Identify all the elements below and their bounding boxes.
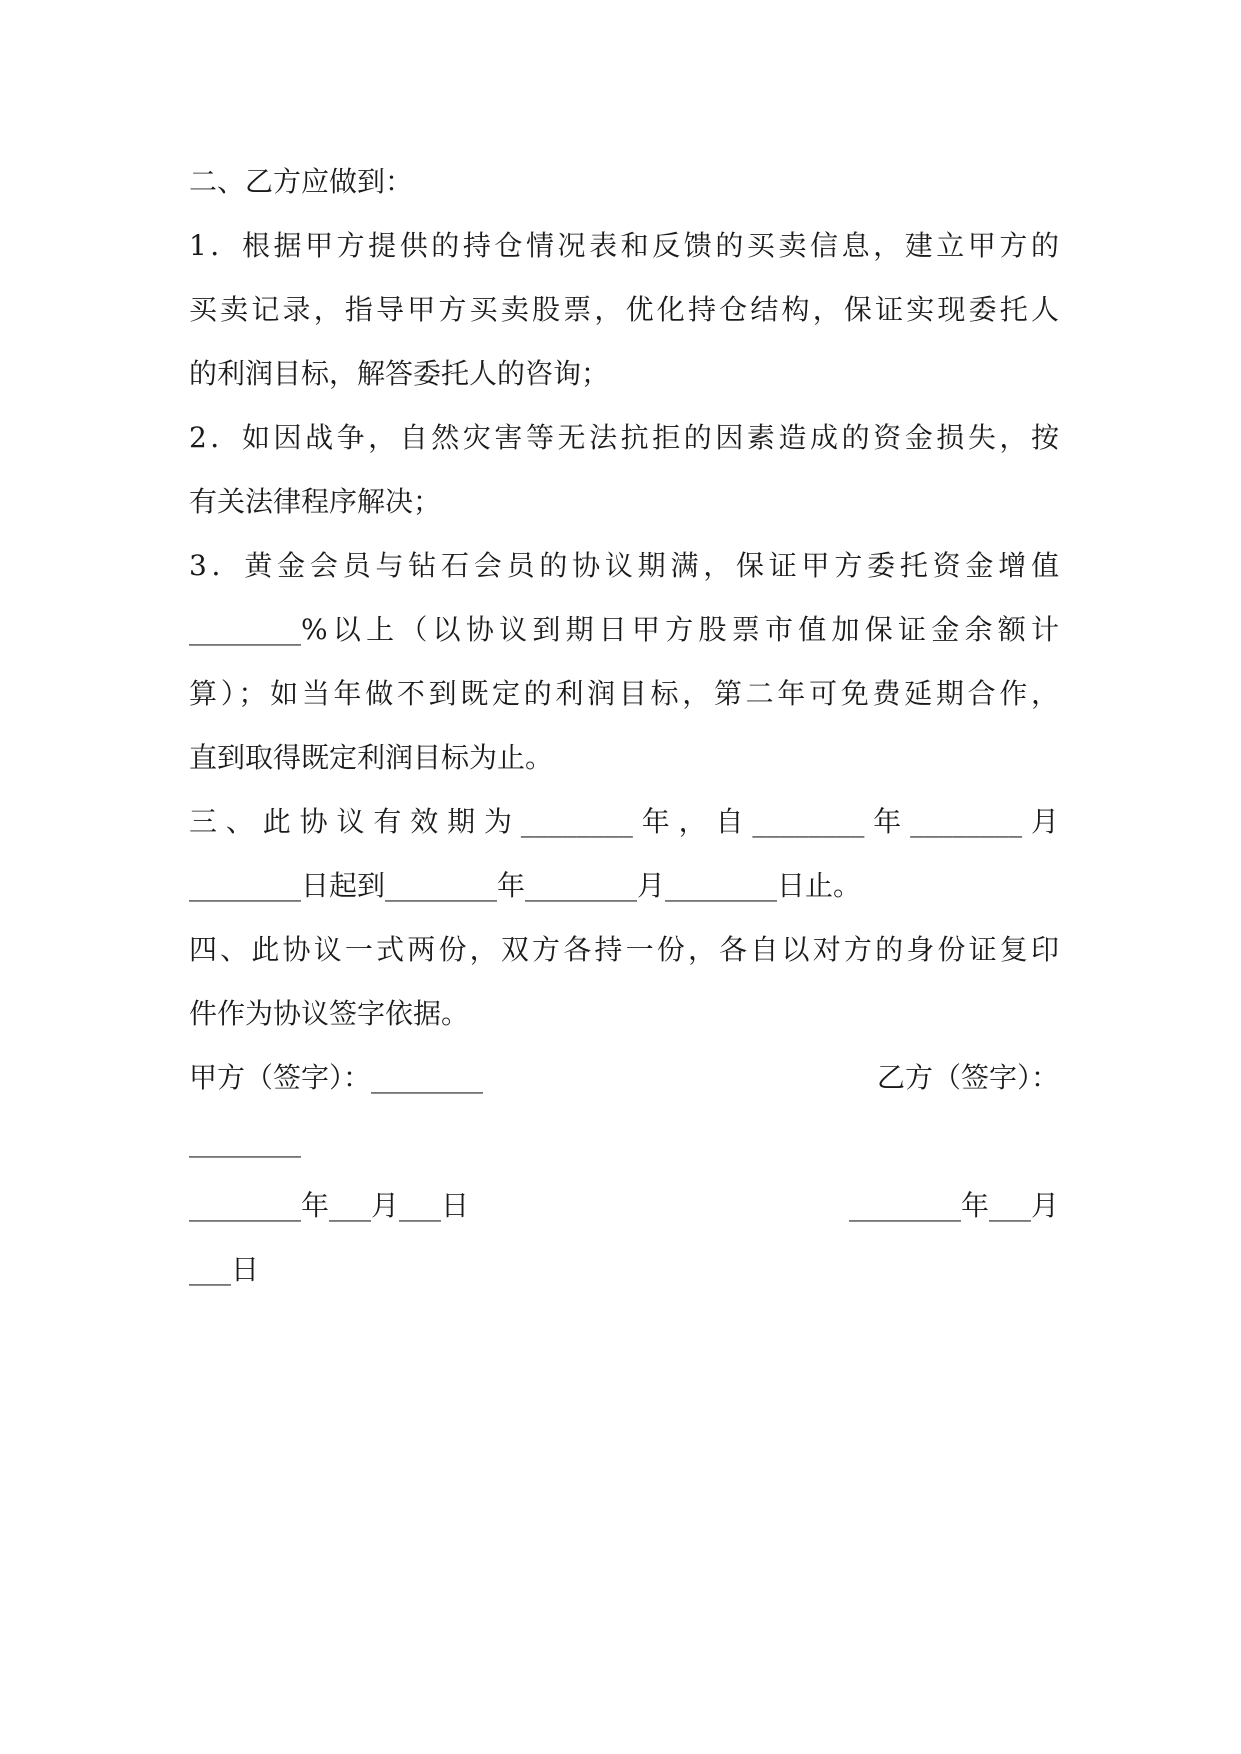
item-3-line-2: ________%以上（以协议到期日甲方股票市值加保证金余额计 [189, 613, 1059, 646]
item-3-line-1: 3．黄金会员与钻石会员的协议期满，保证甲方委托资金增值 [189, 549, 1059, 582]
party-b-signature-blank: ________ [189, 1125, 301, 1158]
section-heading-2: 二、乙方应做到： [189, 165, 414, 198]
item-1-line-1: 1．根据甲方提供的持仓情况表和反馈的买卖信息，建立甲方的 [189, 229, 1059, 262]
item-2-line-1: 2．如因战争，自然灾害等无法抗拒的因素造成的资金损失，按 [189, 421, 1059, 454]
section-4-line-2: 件作为协议签字依据。 [189, 997, 470, 1030]
party-b-date: ________年___月 [848, 1189, 1059, 1222]
date-row [189, 1174, 1059, 1238]
section-3-line-1: 三、此协议有效期为________年，自________年________月 [189, 805, 1059, 838]
section-3-line-2: ________日起到________年________月________日止。 [189, 869, 862, 902]
document-body [189, 150, 1059, 1302]
party-a-signature: 甲方（签字）：________ [189, 1061, 484, 1094]
item-3-line-3: 算）；如当年做不到既定的利润目标，第二年可免费延期合作， [189, 677, 1059, 710]
signature-row [189, 1046, 1059, 1110]
item-1-line-3: 的利润目标，解答委托人的咨询； [189, 357, 610, 390]
party-b-signature-label: 乙方（签字）： [876, 1061, 1059, 1094]
party-a-date: ________年___月___日 [189, 1189, 470, 1222]
item-2-line-2: 有关法律程序解决； [189, 485, 442, 518]
section-4-line-1: 四、此协议一式两份，双方各持一份，各自以对方的身份证复印 [189, 933, 1059, 966]
party-b-date-day: ___日 [189, 1253, 260, 1286]
item-1-line-2: 买卖记录，指导甲方买卖股票，优化持仓结构，保证实现委托人 [189, 293, 1059, 326]
item-3-line-4: 直到取得既定利润目标为止。 [189, 741, 554, 774]
